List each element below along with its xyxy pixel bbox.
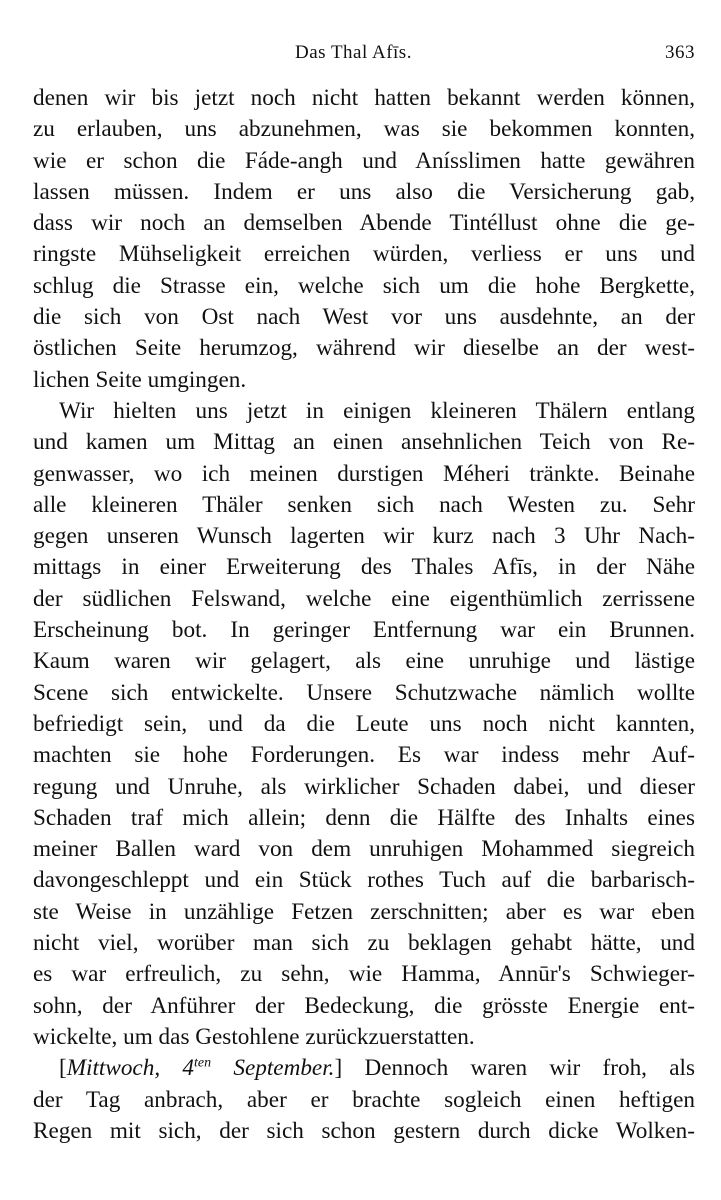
text-line-32-rest: Dennoch waren wir froh, als <box>342 1055 695 1082</box>
text-line-12: und kamen um Mittag an einen ansehnlichen Teich von Re- <box>33 429 695 456</box>
text-line-25: meiner Ballen ward von dem unruhigen Mohammed siegreich <box>33 836 695 863</box>
text-line-14: alle kleineren Thäler senken sich nach Westen zu. Sehr <box>33 491 695 518</box>
running-head <box>33 42 695 70</box>
text-line-30: sohn, der Anführer der Bedeckung, die grösste Energie ent- <box>33 992 695 1019</box>
page-number: 363 <box>665 42 695 63</box>
text-line-1: denen wir bis jetzt noch nicht hatten bekannt werden können, <box>33 85 695 111</box>
text-line-9: östlichen Seite herumzog, während wir dieselbe an der west- <box>33 335 695 362</box>
text-line-24: Schaden traf mich allein; denn die Hälfte des Inhalts eines <box>33 804 695 831</box>
text-line-15: gegen unseren Wunsch lagerten wir kurz nach 3 Uhr Nach- <box>33 523 695 550</box>
text-line-26: davongeschleppt und ein Stück rothes Tuch auf die barbarisch- <box>33 867 695 894</box>
date-month: September. <box>211 1055 335 1082</box>
text-line-13: genwasser, wo ich meinen durstigen Méheri tränkte. Beinahe <box>33 460 695 487</box>
text-line-18: Erscheinung bot. In geringer Entfernung war ein Brunnen. <box>33 617 695 644</box>
text-line-34: Regen mit sich, der sich schon gestern durch dicke Wolken- <box>33 1117 695 1144</box>
text-line-32 <box>33 1053 695 1084</box>
text-line-21: befriedigt sein, und da die Leute uns noch nicht kannten, <box>33 710 695 737</box>
text-line-2: zu erlauben, uns abzunehmen, was sie bekommen konnten, <box>33 116 695 143</box>
date-day: Mittwoch, 4 <box>66 1055 194 1082</box>
text-line-29: es war erfreulich, zu sehn, wie Hamma, Annūr's Schwieger- <box>33 961 695 988</box>
text-line-27: ste Weise in unzählige Fetzen zerschnitten; aber es war eben <box>33 898 695 925</box>
date-superscript: ten <box>193 1055 212 1071</box>
text-line-22: machten sie hohe Forderungen. Es war indess mehr Auf- <box>33 742 695 769</box>
text-line-20: Scene sich entwickelte. Unsere Schutzwache nämlich wollte <box>33 679 695 706</box>
text-line-16: mittags in einer Erweiterung des Thales Afīs, in der Nähe <box>33 554 695 581</box>
text-line-11: Wir hielten uns jetzt in einigen kleineren Thälern entlang <box>59 397 695 424</box>
text-line-33: der Tag anbrach, aber er brachte sogleich einen heftigen <box>33 1086 695 1113</box>
text-line-3: wie er schon die Fáde-angh und Anísslimen hatte gewähren <box>33 147 695 174</box>
text-line-5: dass wir noch an demselben Abende Tintéllust ohne die ge- <box>33 210 695 237</box>
text-line-28: nicht viel, worüber man sich zu beklagen gehabt hätte, und <box>33 930 695 957</box>
running-title: Das Thal Afīs. <box>295 42 412 63</box>
text-line-6: ringste Mühseligkeit erreichen würden, verliess er uns und <box>33 241 695 268</box>
text-line-8: die sich von Ost nach West vor uns ausdehnte, an der <box>33 304 695 331</box>
body-text <box>33 83 695 1147</box>
text-line-10: lichen Seite umgingen. <box>33 366 247 393</box>
text-line-19: Kaum waren wir gelagert, als eine unruhige und lästige <box>33 648 695 675</box>
text-line-7: schlug die Strasse ein, welche sich um die hohe Bergkette, <box>33 272 695 299</box>
text-line-23: regung und Unruhe, als wirklicher Schaden dabei, und dieser <box>33 773 695 800</box>
text-line-31: wickelte, um das Gestohlene zurückzuerstatten. <box>33 1023 475 1050</box>
date-close-bracket: ] <box>334 1055 343 1082</box>
text-line-17: der südlichen Felswand, welche eine eigenthümlich zerrissene <box>33 585 695 612</box>
date-open-bracket: [ <box>59 1055 67 1082</box>
text-line-4: lassen müssen. Indem er uns also die Versicherung gab, <box>33 178 695 205</box>
